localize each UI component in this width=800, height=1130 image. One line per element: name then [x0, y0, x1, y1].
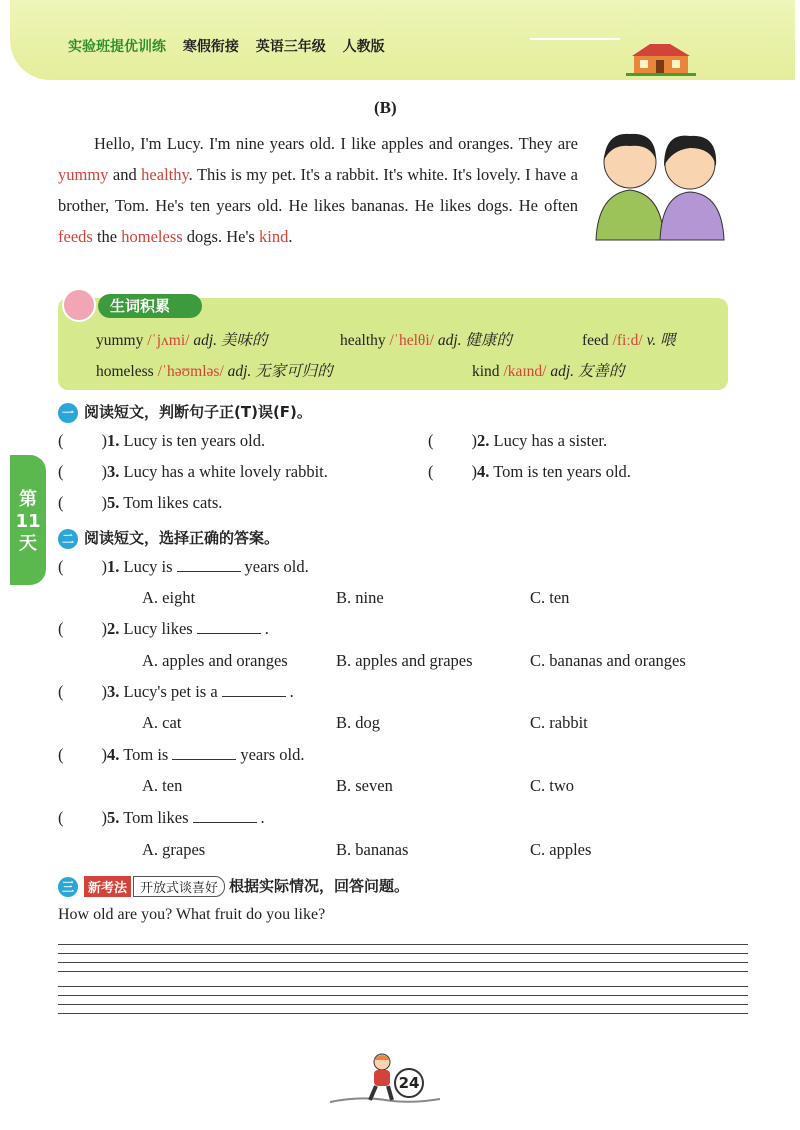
option-c[interactable]: C. rabbit [530, 713, 588, 732]
open-topic-tag: 开放式谈喜好 [133, 876, 225, 897]
tf-item [428, 431, 607, 451]
item-text: Lucy's pet is a [123, 682, 218, 701]
bracket: ( [58, 619, 64, 638]
running-child-icon [362, 1052, 398, 1104]
question-2-heading [58, 527, 279, 549]
option-a[interactable]: A. grapes [142, 840, 206, 859]
passage-paragraph [58, 128, 578, 252]
bracket: ) [101, 682, 107, 701]
option-a[interactable]: A. apples and oranges [142, 651, 288, 670]
children-illustration [590, 122, 730, 242]
writing-line [58, 1004, 748, 1005]
item-number: 3. [107, 462, 120, 481]
item-text: Lucy is ten years old. [123, 431, 266, 450]
fill-blank[interactable] [193, 809, 257, 823]
vocab-entry [96, 359, 333, 381]
writing-line-group [58, 944, 748, 972]
vocabulary-title: 生词积累 [98, 294, 202, 318]
tf-item [58, 462, 328, 482]
header-series: 寒假衔接 [182, 39, 239, 55]
page-number: 24 [394, 1068, 424, 1098]
reading-passage [58, 128, 578, 252]
bracket: ) [101, 557, 107, 576]
passage-text: and [108, 165, 142, 184]
vocab-phonetic: /kaɪnd/ [503, 363, 547, 380]
item-number: 1. [107, 431, 120, 450]
bracket: ( [58, 808, 64, 827]
bracket: ) [101, 808, 107, 827]
bracket: ( [58, 557, 64, 576]
option-b[interactable]: B. seven [336, 776, 393, 795]
header-brand: 实验班提优训练 [68, 39, 166, 55]
vocab-entry [96, 328, 267, 350]
vocab-phonetic: /ˈhelθi/ [389, 332, 434, 349]
tf-item [58, 431, 265, 451]
item-text: years old. [244, 557, 309, 576]
fill-blank[interactable] [197, 620, 261, 634]
mc-item [58, 682, 294, 702]
highlight-yummy: yummy [58, 165, 109, 184]
day-number: 11 [15, 511, 41, 532]
vocab-phonetic: /fiːd/ [612, 332, 643, 349]
option-c[interactable]: C. bananas and oranges [530, 651, 686, 670]
option-c[interactable]: C. apples [530, 840, 592, 859]
item-text: Tom likes [123, 808, 189, 827]
option-c[interactable]: C. ten [530, 588, 570, 607]
passage-text: Hello, I'm Lucy. I'm nine years old. I like apples and oranges. They are [94, 134, 578, 153]
bracket: ( [58, 493, 64, 512]
bracket: ) [101, 431, 107, 450]
bracket: ( [58, 745, 64, 764]
item-text: Tom likes cats. [123, 493, 223, 512]
day-label-post: 天 [19, 533, 37, 554]
option-a[interactable]: A. ten [142, 776, 183, 795]
piggy-bank-icon [62, 288, 96, 322]
question-3-prompt: How old are you? What fruit do you like? [58, 906, 326, 923]
vocab-meaning: adj. 友善的 [550, 363, 625, 380]
bracket: ( [428, 462, 434, 481]
bracket: ( [58, 431, 64, 450]
item-text: Tom is ten years old. [493, 462, 631, 481]
item-number: 4. [107, 745, 120, 764]
header-subject: 英语三年级 [255, 39, 326, 55]
fill-blank[interactable] [172, 746, 236, 760]
option-b[interactable]: B. bananas [336, 840, 409, 859]
writing-line [58, 995, 748, 996]
question-number-badge: 一 [58, 403, 78, 423]
question-2-title: 阅读短文，选择正确的答案。 [84, 529, 280, 547]
option-a[interactable]: A. cat [142, 713, 182, 732]
section-title: (B) [374, 98, 397, 117]
question-1-title: 阅读短文，判断句子正(T)误(F)。 [84, 403, 312, 421]
vocab-word: yummy [96, 332, 144, 349]
item-text: . [260, 808, 265, 827]
header-text [68, 36, 397, 56]
passage-text: . This is my pet. It's a rabbit. It's white. It's lovely. I have a brother, Tom. He's ten years old. He likes bananas. He likes dogs. He often [58, 165, 579, 215]
option-b[interactable]: B. dog [336, 713, 381, 732]
vocab-meaning: adj. 健康的 [437, 332, 512, 349]
item-number: 3. [107, 682, 120, 701]
writing-line [58, 971, 748, 972]
bracket: ( [428, 431, 434, 450]
vocab-word: healthy [340, 332, 386, 349]
passage-text: . [288, 227, 293, 246]
vocab-meaning: adj. 无家可归的 [227, 363, 333, 380]
writing-line [58, 1013, 748, 1014]
passage-text: dogs. He's [182, 227, 259, 246]
vocab-meaning: v. 喂 [646, 332, 676, 349]
header-decor-line [530, 38, 620, 40]
question-number-badge: 二 [58, 529, 78, 549]
bracket: ) [471, 431, 477, 450]
question-number-badge: 三 [58, 877, 78, 897]
item-text: Lucy has a sister. [493, 431, 608, 450]
item-text: . [264, 619, 269, 638]
option-b[interactable]: B. nine [336, 588, 384, 607]
new-method-tag: 新考法 [84, 876, 131, 897]
question-1-heading [58, 401, 312, 423]
day-label-pre: 第 [19, 489, 37, 510]
writing-line [58, 962, 748, 963]
tf-item [58, 493, 222, 513]
vocab-phonetic: /ˈhəʊmləs/ [157, 363, 224, 380]
option-b[interactable]: B. apples and grapes [336, 651, 473, 670]
item-text: Lucy likes [123, 619, 193, 638]
mc-item [58, 557, 309, 577]
mc-item [58, 745, 305, 765]
bracket: ) [101, 462, 107, 481]
mc-item [58, 808, 265, 828]
bracket: ) [101, 745, 107, 764]
option-a[interactable]: A. eight [142, 588, 196, 607]
highlight-kind: kind [258, 227, 289, 246]
bracket: ) [101, 493, 107, 512]
passage-text: the [92, 227, 122, 246]
vocabulary-tag [62, 288, 202, 322]
vocab-word: kind [472, 363, 500, 380]
day-side-tab [10, 455, 46, 585]
fill-blank[interactable] [222, 683, 286, 697]
header-edition: 人教版 [342, 39, 385, 55]
house-icon [626, 42, 696, 76]
item-text: Lucy is [123, 557, 173, 576]
vocab-entry [472, 359, 624, 381]
highlight-healthy: healthy [141, 165, 189, 184]
question-3-title: 根据实际情况，回答问题。 [229, 877, 410, 895]
bracket: ) [471, 462, 477, 481]
writing-line [58, 953, 748, 954]
option-c[interactable]: C. two [530, 776, 575, 795]
writing-lines[interactable] [58, 944, 748, 1028]
vocab-entry [340, 328, 512, 350]
vocab-meaning: adj. 美味的 [193, 332, 268, 349]
writing-line-group [58, 986, 748, 1014]
item-text: years old. [240, 745, 305, 764]
page-header [10, 0, 795, 80]
writing-line [58, 986, 748, 987]
item-number: 1. [107, 557, 120, 576]
vocab-word: feed [582, 332, 609, 349]
item-text: Tom is [123, 745, 169, 764]
highlight-homeless: homeless [121, 227, 183, 246]
mc-item [58, 619, 269, 639]
item-number: 4. [477, 462, 490, 481]
tf-item [428, 462, 631, 482]
bracket: ( [58, 462, 64, 481]
item-text: Lucy has a white lovely rabbit. [123, 462, 328, 481]
writing-line [58, 944, 748, 945]
item-number: 5. [107, 493, 120, 512]
vocab-entry [582, 328, 676, 350]
highlight-feeds: feeds [58, 227, 93, 246]
item-number: 5. [107, 808, 120, 827]
vocab-phonetic: /ˈjʌmi/ [147, 332, 190, 349]
fill-blank[interactable] [177, 558, 241, 572]
bracket: ( [58, 682, 64, 701]
item-number: 2. [477, 431, 490, 450]
item-text: . [289, 682, 294, 701]
bracket: ) [101, 619, 107, 638]
vocab-word: homeless [96, 363, 154, 380]
item-number: 2. [107, 619, 120, 638]
question-3-heading [58, 875, 409, 897]
